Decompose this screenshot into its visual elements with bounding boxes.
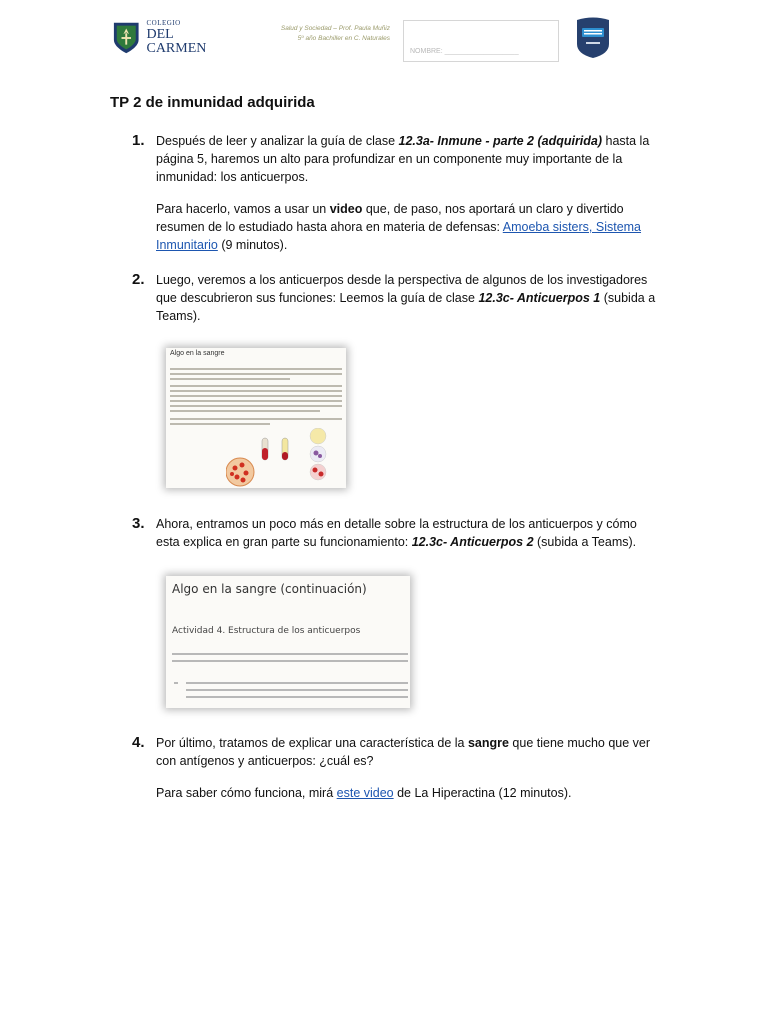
guide-thumbnail-2 [166,576,410,708]
item-1-paragraph-1 [156,132,662,186]
text-line [186,689,408,691]
text-run: Ahora, entramos un poco más en detalle sobre la estructura de los anticuerpos y cómo esta explica en gran parte su funcionamiento: [156,517,637,549]
thumbnail-title: Algo en la sangre (continuación) [172,582,367,596]
name-label: NOMBRE: ___________________ [410,48,519,55]
text-line [170,410,320,412]
item-4-paragraph-2 [156,784,662,802]
text-line [170,378,290,380]
text-run: Para hacerlo, vamos a usar un [156,202,330,216]
text-run: Después de leer y analizar la guía de clase [156,134,399,148]
guide-thumbnail-1 [166,348,346,488]
text-line [172,660,408,662]
item-number: 4. [132,734,145,751]
text-run: Luego, veremos a los anticuerpos desde la perspectiva de algunos de los investigadores que descubrieron sus funciones: Leemos la guía de clase [156,273,648,305]
item-2-paragraph-1 [156,271,662,325]
text-run: (9 minutos). [217,238,288,252]
guide-reference: 12.3c- Anticuerpos 1 [478,291,601,305]
text-line [170,368,342,370]
text-line [170,418,342,420]
text-run: (subida a Teams). [156,291,656,323]
subject-info [250,24,390,44]
thumbnail-subtitle: Actividad 4. Estructura de los anticuerpos [172,626,361,636]
text-line [170,385,342,387]
subject-line-2: 5º año Bachiller en C. Naturales [297,34,390,42]
text-line [172,653,408,655]
school-crest-icon [112,20,140,56]
guide-reference: 12.3c- Anticuerpos 2 [411,535,534,549]
amoeba-sisters-link[interactable]: Amoeba sisters, Sistema Inmunitario [156,220,642,252]
item-number: 3. [132,515,145,532]
item-1-paragraph-2 [156,200,662,254]
text-line [170,373,342,375]
text-line [170,395,342,397]
text-line [170,423,270,425]
page-header [108,14,618,66]
text-line [174,682,178,684]
item-number: 1. [132,132,145,149]
bold-word: sangre [467,736,509,750]
item-3-paragraph-1 [156,515,662,551]
thumbnail-title: Algo en la sangre [170,350,225,357]
partner-badge-icon [574,16,612,60]
logo-small-text: COLEGIO [146,19,181,27]
text-line [170,390,342,392]
item-number: 2. [132,271,145,288]
text-run: (subida a Teams). [533,535,637,549]
hiperactina-video-link[interactable]: este video [336,786,394,800]
name-field-box [403,20,559,62]
school-logo [112,16,232,60]
blood-diagram-icon [226,428,346,488]
text-run: Por último, tratamos de explicar una característica de la [156,736,468,750]
text-line [170,400,342,402]
text-run: que tiene mucho que ver con antígenos y anticuerpos: ¿cuál es? [156,736,651,768]
list-item-1 [110,132,662,268]
text-line [186,696,408,698]
text-run: Para saber cómo funciona, mirá [156,786,337,800]
text-line [186,682,408,684]
text-run: hasta la página 5, haremos un alto para profundizar en un componente muy importante de la inmunidad: los anticuerpos. [156,134,650,184]
text-line [170,405,342,407]
list-item-4 [110,734,662,816]
text-run: de La Hiperactina (12 minutos). [393,786,572,800]
page-title: TP 2 de inmunidad adquirida [110,94,315,111]
bold-word: video [329,202,363,216]
guide-reference: 12.3a- Inmune - parte 2 (adquirida) [398,134,603,148]
item-4-paragraph-1 [156,734,662,770]
logo-big-text: DEL CARMEN [146,27,207,56]
text-run: que, de paso, nos aportará un claro y divertido resumen de lo estudiado hasta ahora en materia de defensas: [156,202,624,234]
subject-line-1: Salud y Sociedad – Prof. Paula Muñiz [280,25,390,32]
list-item-2 [110,271,662,339]
list-item-3 [110,515,662,565]
